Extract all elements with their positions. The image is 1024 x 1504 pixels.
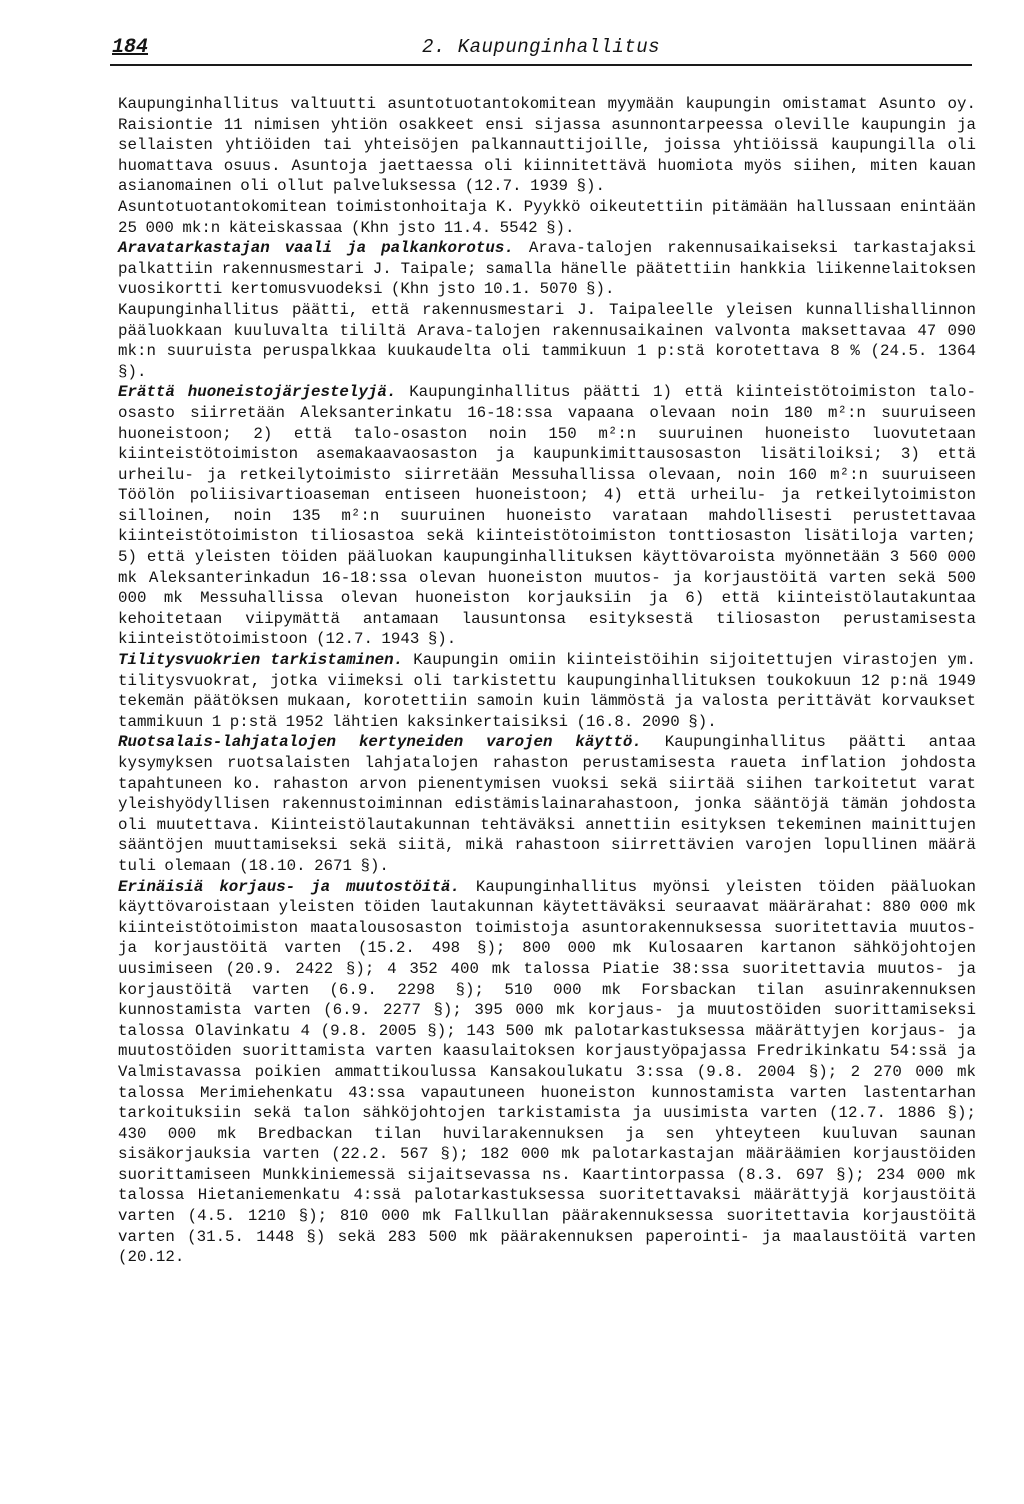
paragraph-text: Kaupunginhallitus päätti antaa kysymyksen ruotsalaisten lahjatalojen rahaston perustamisesta raueta inflation johdosta tapahtuneen ko. rahaston arvon pienentymisen vuoksi sekä siirtää siihen tarkoitetut varat yleishyödyllisen rakennustoiminnan edistämislainarahastoon, jonka sääntöjä tämän johdosta oli muutettava. Kiinteistölautakunnan tehtäväksi annettiin esityksen tekeminen mainittujen sääntöjen muuttamiseksi sekä siitä, mikä rahastoon siirrettävien varojen lopullinen määrä tuli olemaan (18.10. 2671 §). — [118, 733, 977, 875]
paragraph-heading: Erinäisiä korjaus- ja muutostöitä. — [118, 877, 460, 896]
paragraph-heading: Ruotsalais-lahjatalojen kertyneiden varojen käyttö. — [118, 733, 642, 752]
page-header — [110, 30, 972, 66]
paragraph — [118, 300, 976, 382]
paragraph-heading: Erättä huoneistojärjestelyjä. — [118, 383, 397, 402]
body-text — [118, 94, 976, 1268]
paragraph — [118, 650, 976, 732]
paragraph-text: Kaupunginhallitus päätti, että rakennusmestari J. Taipaleelle yleisen kunnallishallinnon pääluokkaan kuuluvalta tililtä Arava-talojen rakennusaikainen valvonta maksettavaa 47 090 mk:n suuruista peruspalkkaa kuukaudelta oli tammikuun 1 p:stä korotettava 8 % (24.5. 1364 §). — [118, 300, 976, 381]
paragraph-text: Kaupungin omiin kiinteistöihin sijoitettujen virastojen ym. tilitysvuokrat, jotka viimeksi oli tarkistettu kaupunginhallituksen toukokuun 12 p:nä 1949 tekemän päätöksen mukaan, korotettiin samoin kuin lämmöstä ja valosta perittävät korvaukset tammikuun 1 p:stä 1952 lähtien kaksinkertaisiksi (16.8. 2090 §). — [118, 651, 976, 731]
paragraph-text: Arava-talojen rakennusaikaiseksi tarkastajaksi palkattiin rakennusmestari J. Taipale; samalla hänelle päätettiin hankkia liikennelaitoksen vuosikortti kertomusvuodeksi (Khn jsto 10.1. 5070 §). — [118, 239, 976, 299]
paragraph-text: Kaupunginhallitus päätti 1) että kiinteistötoimiston talo-osasto siirretään Aleksanterinkatu 16-18:ssa vapaana olevaan noin 180 m²:n suuruiseen huoneistoon; 2) että talo-osaston noin 150 m²:n suuruinen huoneisto luovutetaan kiinteistötoimiston asemakaavaosaston ja kaupunkimittausosaston lisätiloiksi; 3) että urheilu- ja retkeilytoimisto siirretään Messuhallissa olevaan, noin 160 m²:n suuruiseen Töölön poliisivartioaseman entiseen huoneistoon; 4) että urheilu- ja retkeilytoimiston silloinen, noin 135 m²:n suuruinen huoneisto varataan mahdollisesti perustettavaa kiinteistötoimiston tiliosastoa sekä kiinteistötoimiston tonttiosaston lisätiloja varten; 5) että yleisten töiden pääluokan kaupunginhallituksen käyttövaroista myönnetään 3 560 000 mk Aleksanterinkadun 16-18:ssa olevan huoneiston muutos- ja korjaustöitä varten sekä 500 000 mk Messuhallissa olevan huoneiston korjauksiin ja 6) että kiinteistölautakuntaa kehoitetaan viipymättä antamaan lausuntonsa esityksestä tiliosaston perustamisesta kiinteistötoimistoon (12.7. 1943 §). — [118, 383, 976, 649]
paragraph — [118, 94, 976, 197]
paragraph — [118, 732, 976, 876]
page-number: 184 — [112, 36, 149, 59]
running-head: 2. Kaupunginhallitus — [422, 36, 661, 58]
paragraph-text: Asuntotuotantokomitean toimistonhoitaja K. Pyykkö oikeutettiin pitämään hallussaan enintään 25 000 mk:n käteiskassaa (Khn jsto 11.4. 5542 §). — [118, 197, 976, 237]
paragraph — [118, 197, 976, 238]
paragraph-heading: Aravatarkastajan vaali ja palkankorotus. — [118, 239, 514, 258]
paragraph — [118, 877, 976, 1268]
paragraph-text: Kaupunginhallitus myönsi yleisten töiden pääluokan käyttövaroistaan yleisten töiden lautakunnan käytettäväksi seuraavat määrärahat: 880 000 mk kiinteistötoimiston maatalousosaston toimistoja asuntorakennuksessa suoritettavia muutos- ja korjaustöitä varten (15.2. 498 §); 800 000 mk Kulosaaren kartanon sähköjohtojen uusimiseen (20.9. 2422 §); 4 352 400 mk talossa Piatie 38:ssa suoritettavia muutos- ja korjaustöitä varten (6.9. 2298 §); 510 000 mk Forsbackan tilan asuinrakennuksen kunnostamista varten (6.9. 2277 §); 395 000 mk korjaus- ja muutostöiden suorittamiseksi talossa Olavinkatu 4 (9.8. 2005 §); 143 500 mk palotarkastuksessa määrättyjen korjaus- ja muutostöiden suorittamista varten kaasulaitoksen korjaustyöpajassa Fredrikinkatu 54:ssä ja Valmistavassa poikien ammattikoulussa Kansakoulukatu 3:ssa (9.8. 2004 §); 2 270 000 mk talossa Merimiehenkatu 43:ssa vapautuneen huoneiston kunnostamista varten lastentarhan tarkoituksiin sekä talon sähköjohtojen tarkistamista ja uusimista varten (12.7. 1886 §); 430 000 mk Bredbackan tilan huvilarakennuksen ja sen yhteyteen kuuluvan saunan sisäkorjauksia varten (22.2. 567 §); 182 000 mk palotarkastajan määräämien korjaustöiden suorittamiseen Munkkiniemessä sijaitsevassa ns. Kaartintorpassa (8.3. 697 §); 234 000 mk talossa Hietaniemenkatu 4:ssä palotarkastuksessa suoritettavaksi määrättyjä korjaustöitä varten (4.5. 1210 §); 810 000 mk Fallkullan päärakennuksessa suoritettavia korjaustöitä varten (31.5. 1448 §) sekä 283 500 mk päärakennuksen paperointi- ja maalaustöitä varten (20.12. — [118, 877, 977, 1267]
paragraph-heading: Tilitysvuokrien tarkistaminen. — [118, 651, 404, 670]
paragraph — [118, 382, 976, 650]
paragraph — [118, 238, 976, 300]
paragraph-text: Kaupunginhallitus valtuutti asuntotuotantokomitean myymään kaupungin omistamat Asunto oy. Raisiontie 11 nimisen yhtiön osakkeet ensi sijassa asunnontarpeessa oleville kaupungin ja sellaisten yhtiöiden tai yhteisöjen palkannauttijoille, joissa yhtiöissä kaupungilla oli huomattava osuus. Asuntoja jaettaessa oli kiinnitettävä huomiota myös siihen, miten kauan asianomainen oli ollut palveluksessa (12.7. 1939 §). — [118, 95, 976, 196]
